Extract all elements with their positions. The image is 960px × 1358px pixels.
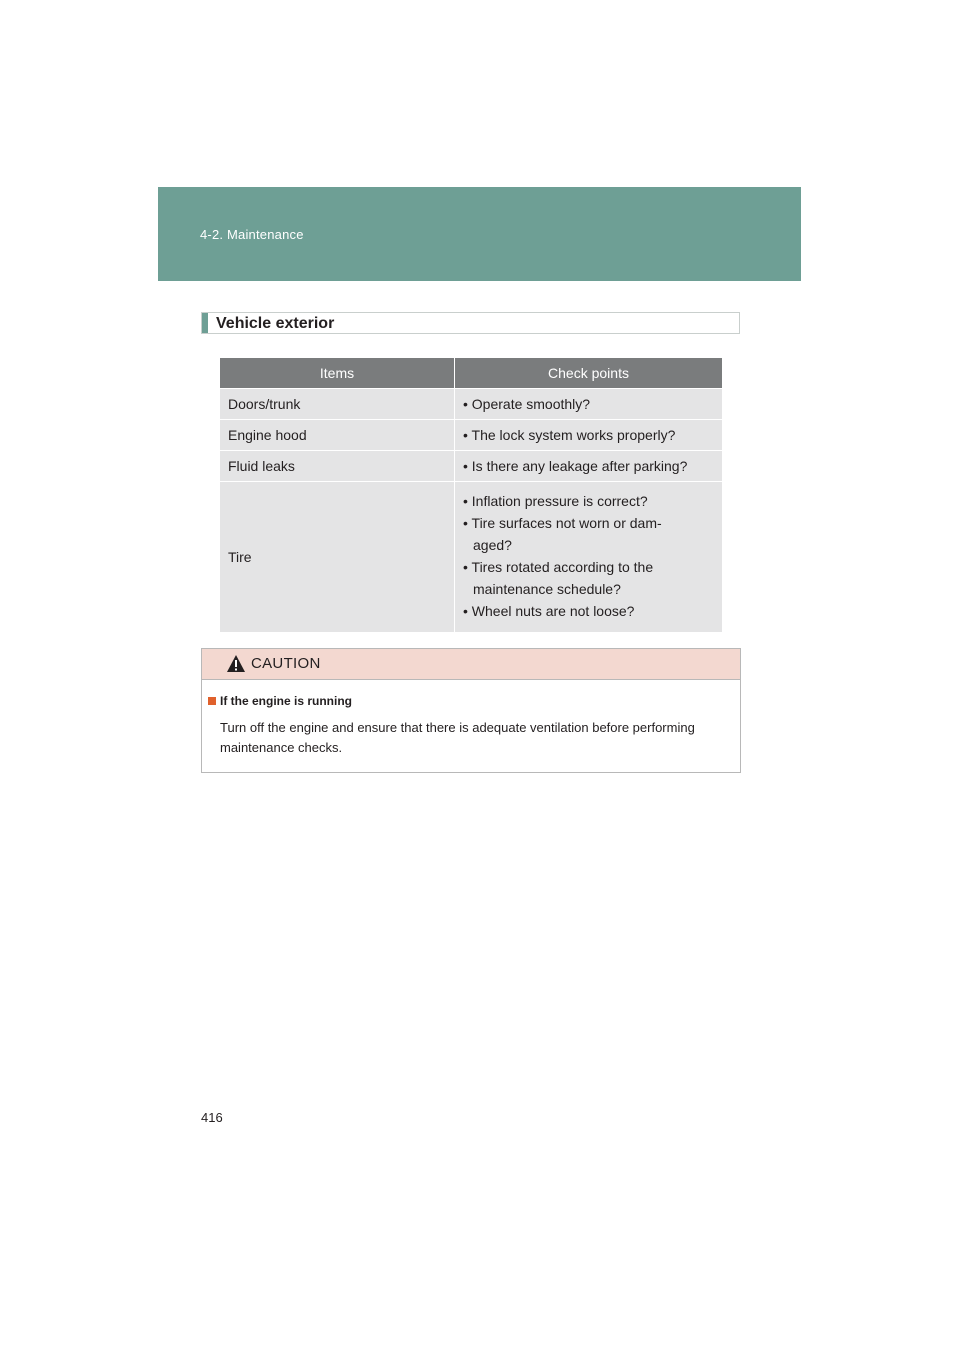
square-bullet-icon — [208, 697, 216, 705]
heading-accent-bar — [202, 313, 208, 333]
item-cell: Doors/trunk — [220, 389, 455, 420]
page-number: 416 — [201, 1110, 223, 1125]
header-band — [158, 187, 801, 281]
caution-subheading-text: If the engine is running — [220, 694, 352, 708]
section-heading — [201, 312, 740, 334]
item-cell: Tire — [220, 482, 455, 633]
check-point-continuation: aged? — [473, 537, 512, 553]
check-point: • Operate smoothly? — [463, 396, 591, 412]
caution-header — [202, 649, 740, 680]
section-title: Vehicle exterior — [216, 315, 335, 332]
table-row — [220, 420, 722, 451]
section-label: 4-2. Maintenance — [200, 227, 304, 242]
item-cell: Engine hood — [220, 420, 455, 451]
table-header-row — [220, 358, 722, 389]
check-point-cell — [455, 451, 723, 482]
table-row — [220, 389, 722, 420]
table-row — [220, 482, 722, 633]
column-header-check-points: Check points — [455, 358, 723, 389]
warning-triangle-icon — [226, 654, 246, 678]
check-point-cell — [455, 389, 723, 420]
check-point: • Is there any leakage after parking? — [463, 458, 688, 474]
check-point: • Inflation pressure is correct? — [463, 493, 648, 509]
check-points-table — [220, 358, 722, 632]
caution-body: Turn off the engine and ensure that there is adequate ventilation before performing maintenance checks. — [220, 720, 695, 755]
caution-box — [201, 648, 741, 773]
column-header-items: Items — [220, 358, 455, 389]
check-point-cell — [455, 482, 723, 633]
caution-subheading — [208, 694, 352, 708]
check-point: • Tire surfaces not worn or dam- — [463, 515, 662, 531]
item-cell: Fluid leaks — [220, 451, 455, 482]
table-row — [220, 451, 722, 482]
check-point: • The lock system works properly? — [463, 427, 676, 443]
check-point-cell — [455, 420, 723, 451]
check-point: • Tires rotated according to the — [463, 559, 654, 575]
check-point-continuation: maintenance schedule? — [473, 581, 621, 597]
caution-title: CAUTION — [251, 655, 321, 672]
check-point: • Wheel nuts are not loose? — [463, 603, 635, 619]
